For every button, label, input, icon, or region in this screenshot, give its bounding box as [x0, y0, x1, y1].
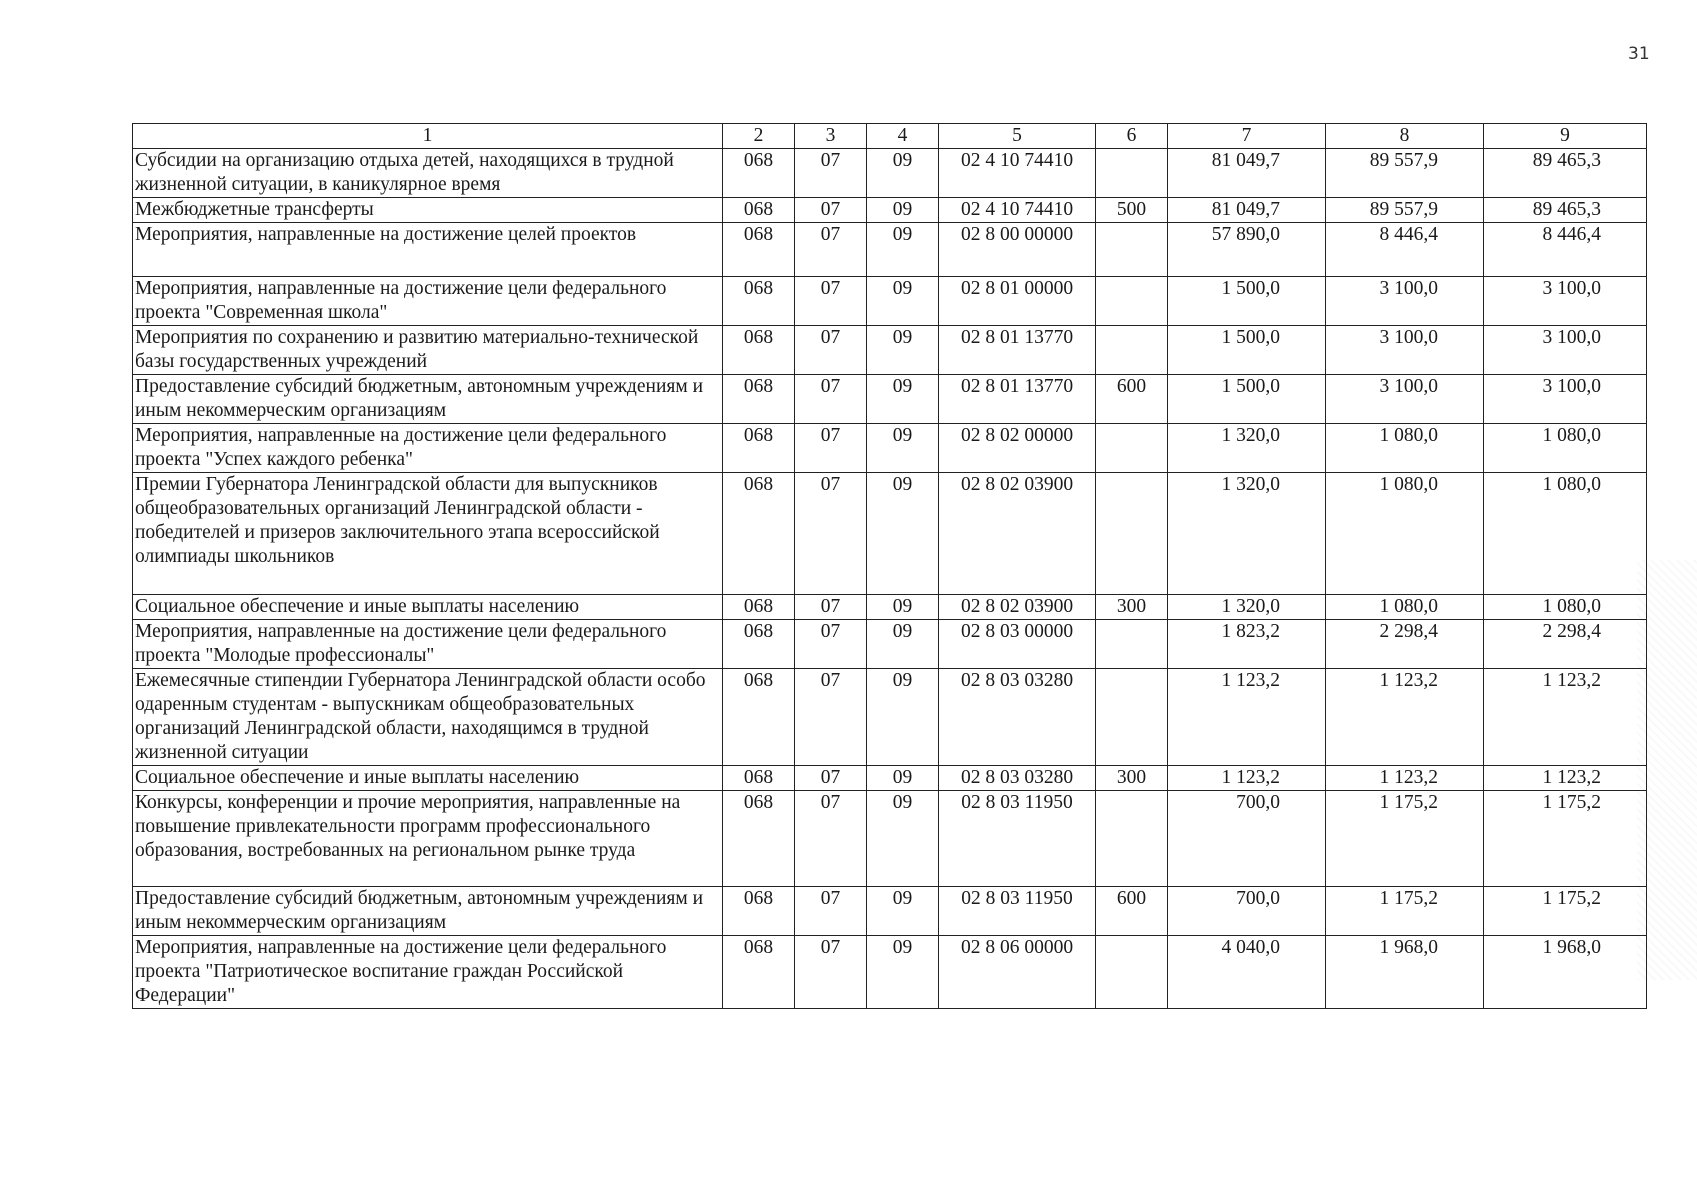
row-amount-7-cell: 1 500,0 — [1168, 277, 1326, 326]
row-name-cell: Мероприятия, направленные на достижение цели федерального проекта "Молодые профессионалы" — [133, 620, 723, 669]
table-row — [133, 791, 1647, 887]
row-name-cell: Социальное обеспечение и иные выплаты населению — [133, 766, 723, 791]
row-code-5-cell: 02 8 01 13770 — [939, 375, 1096, 424]
row-amount-9-cell: 1 123,2 — [1484, 766, 1647, 791]
row-code-4-cell: 09 — [867, 669, 939, 766]
table-row — [133, 223, 1647, 277]
row-amount-8-cell: 1 175,2 — [1326, 791, 1484, 887]
header-cell: 6 — [1096, 124, 1168, 149]
row-amount-9-cell: 3 100,0 — [1484, 326, 1647, 375]
row-name-cell: Мероприятия, направленные на достижение цели федерального проекта "Современная школа" — [133, 277, 723, 326]
row-amount-9-cell: 1 080,0 — [1484, 473, 1647, 595]
table-header-row — [133, 124, 1647, 149]
row-code-2-cell: 068 — [723, 791, 795, 887]
row-code-2-cell: 068 — [723, 223, 795, 277]
row-code-3-cell: 07 — [795, 791, 867, 887]
row-name-cell: Предоставление субсидий бюджетным, автономным учреждениям и иным некоммерческим организациям — [133, 375, 723, 424]
row-code-3-cell: 07 — [795, 669, 867, 766]
row-code-6-cell: 600 — [1096, 887, 1168, 936]
row-name-cell: Социальное обеспечение и иные выплаты населению — [133, 595, 723, 620]
row-code-2-cell: 068 — [723, 375, 795, 424]
table-row — [133, 620, 1647, 669]
row-code-2-cell: 068 — [723, 887, 795, 936]
table-row — [133, 424, 1647, 473]
row-code-5-cell: 02 8 03 00000 — [939, 620, 1096, 669]
row-amount-8-cell: 1 175,2 — [1326, 887, 1484, 936]
header-cell: 1 — [133, 124, 723, 149]
row-code-3-cell: 07 — [795, 473, 867, 595]
row-name-cell: Мероприятия, направленные на достижение цели федерального проекта "Успех каждого ребенка" — [133, 424, 723, 473]
row-code-3-cell: 07 — [795, 277, 867, 326]
row-amount-8-cell: 2 298,4 — [1326, 620, 1484, 669]
row-name-cell: Ежемесячные стипендии Губернатора Ленинградской области особо одаренным студентам - выпускникам общеобразовательных организаций Ленинградской области, находящимся в трудной жизненной ситуации — [133, 669, 723, 766]
row-code-3-cell: 07 — [795, 326, 867, 375]
row-amount-8-cell: 8 446,4 — [1326, 223, 1484, 277]
row-code-4-cell: 09 — [867, 936, 939, 1009]
row-code-4-cell: 09 — [867, 326, 939, 375]
row-amount-7-cell: 81 049,7 — [1168, 198, 1326, 223]
row-code-5-cell: 02 8 02 00000 — [939, 424, 1096, 473]
row-code-4-cell: 09 — [867, 595, 939, 620]
row-code-3-cell: 07 — [795, 595, 867, 620]
row-code-4-cell: 09 — [867, 198, 939, 223]
row-amount-9-cell: 1 175,2 — [1484, 791, 1647, 887]
row-code-6-cell — [1096, 620, 1168, 669]
row-amount-8-cell: 3 100,0 — [1326, 326, 1484, 375]
row-code-3-cell: 07 — [795, 375, 867, 424]
row-amount-7-cell: 700,0 — [1168, 887, 1326, 936]
row-amount-8-cell: 89 557,9 — [1326, 149, 1484, 198]
row-amount-8-cell: 1 968,0 — [1326, 936, 1484, 1009]
row-code-3-cell: 07 — [795, 766, 867, 791]
row-amount-7-cell: 1 320,0 — [1168, 595, 1326, 620]
page-number: 31 — [1628, 44, 1650, 64]
row-amount-9-cell: 1 080,0 — [1484, 424, 1647, 473]
row-code-6-cell — [1096, 473, 1168, 595]
header-cell: 9 — [1484, 124, 1647, 149]
row-code-2-cell: 068 — [723, 936, 795, 1009]
row-code-2-cell: 068 — [723, 277, 795, 326]
row-code-6-cell — [1096, 424, 1168, 473]
row-name-cell: Мероприятия, направленные на достижение цели федерального проекта "Патриотическое воспитание граждан Российской Федерации" — [133, 936, 723, 1009]
row-amount-7-cell: 57 890,0 — [1168, 223, 1326, 277]
row-name-cell: Субсидии на организацию отдыха детей, находящихся в трудной жизненной ситуации, в каникулярное время — [133, 149, 723, 198]
row-code-6-cell — [1096, 149, 1168, 198]
row-amount-8-cell: 1 080,0 — [1326, 424, 1484, 473]
row-code-3-cell: 07 — [795, 424, 867, 473]
row-amount-9-cell: 1 123,2 — [1484, 669, 1647, 766]
header-cell: 8 — [1326, 124, 1484, 149]
row-code-3-cell: 07 — [795, 620, 867, 669]
row-amount-7-cell: 1 823,2 — [1168, 620, 1326, 669]
table-row — [133, 198, 1647, 223]
row-amount-8-cell: 3 100,0 — [1326, 277, 1484, 326]
table-row — [133, 887, 1647, 936]
row-code-4-cell: 09 — [867, 473, 939, 595]
row-code-5-cell: 02 8 00 00000 — [939, 223, 1096, 277]
table-row — [133, 669, 1647, 766]
table-row — [133, 766, 1647, 791]
row-amount-8-cell: 89 557,9 — [1326, 198, 1484, 223]
table-row — [133, 375, 1647, 424]
row-code-5-cell: 02 8 03 03280 — [939, 669, 1096, 766]
row-name-cell: Мероприятия, направленные на достижение целей проектов — [133, 223, 723, 277]
table-row — [133, 326, 1647, 375]
header-cell: 3 — [795, 124, 867, 149]
row-code-6-cell — [1096, 791, 1168, 887]
row-code-4-cell: 09 — [867, 149, 939, 198]
row-code-4-cell: 09 — [867, 424, 939, 473]
row-code-6-cell: 500 — [1096, 198, 1168, 223]
row-amount-9-cell: 1 968,0 — [1484, 936, 1647, 1009]
row-code-3-cell: 07 — [795, 198, 867, 223]
row-code-3-cell: 07 — [795, 149, 867, 198]
row-amount-7-cell: 1 320,0 — [1168, 424, 1326, 473]
row-amount-7-cell: 1 500,0 — [1168, 375, 1326, 424]
row-amount-7-cell: 4 040,0 — [1168, 936, 1326, 1009]
row-code-5-cell: 02 8 03 03280 — [939, 766, 1096, 791]
row-amount-7-cell: 1 123,2 — [1168, 669, 1326, 766]
row-amount-9-cell: 3 100,0 — [1484, 375, 1647, 424]
row-code-6-cell — [1096, 223, 1168, 277]
row-code-2-cell: 068 — [723, 595, 795, 620]
row-name-cell: Межбюджетные трансферты — [133, 198, 723, 223]
row-code-4-cell: 09 — [867, 620, 939, 669]
row-code-6-cell — [1096, 936, 1168, 1009]
row-amount-9-cell: 89 465,3 — [1484, 149, 1647, 198]
row-amount-7-cell: 81 049,7 — [1168, 149, 1326, 198]
table-row — [133, 473, 1647, 595]
row-code-6-cell — [1096, 669, 1168, 766]
row-code-2-cell: 068 — [723, 424, 795, 473]
row-name-cell: Мероприятия по сохранению и развитию материально-технической базы государственных учреждений — [133, 326, 723, 375]
row-amount-8-cell: 1 123,2 — [1326, 766, 1484, 791]
row-code-6-cell: 300 — [1096, 766, 1168, 791]
row-code-2-cell: 068 — [723, 620, 795, 669]
row-code-6-cell: 300 — [1096, 595, 1168, 620]
row-code-4-cell: 09 — [867, 766, 939, 791]
row-code-5-cell: 02 4 10 74410 — [939, 149, 1096, 198]
row-code-5-cell: 02 8 01 00000 — [939, 277, 1096, 326]
row-amount-7-cell: 1 123,2 — [1168, 766, 1326, 791]
row-code-5-cell: 02 8 06 00000 — [939, 936, 1096, 1009]
row-amount-9-cell: 2 298,4 — [1484, 620, 1647, 669]
row-amount-9-cell: 1 080,0 — [1484, 595, 1647, 620]
row-amount-9-cell: 3 100,0 — [1484, 277, 1647, 326]
row-code-2-cell: 068 — [723, 766, 795, 791]
header-cell: 2 — [723, 124, 795, 149]
row-code-5-cell: 02 8 02 03900 — [939, 473, 1096, 595]
row-code-2-cell: 068 — [723, 198, 795, 223]
row-code-4-cell: 09 — [867, 375, 939, 424]
table-row — [133, 936, 1647, 1009]
row-code-2-cell: 068 — [723, 326, 795, 375]
row-code-3-cell: 07 — [795, 223, 867, 277]
row-code-4-cell: 09 — [867, 277, 939, 326]
row-amount-8-cell: 1 080,0 — [1326, 473, 1484, 595]
row-code-6-cell: 600 — [1096, 375, 1168, 424]
row-amount-7-cell: 700,0 — [1168, 791, 1326, 887]
header-cell: 4 — [867, 124, 939, 149]
row-amount-7-cell: 1 500,0 — [1168, 326, 1326, 375]
row-code-4-cell: 09 — [867, 887, 939, 936]
row-code-5-cell: 02 4 10 74410 — [939, 198, 1096, 223]
row-code-3-cell: 07 — [795, 936, 867, 1009]
row-amount-8-cell: 1 123,2 — [1326, 669, 1484, 766]
row-code-5-cell: 02 8 01 13770 — [939, 326, 1096, 375]
row-code-2-cell: 068 — [723, 473, 795, 595]
row-amount-8-cell: 3 100,0 — [1326, 375, 1484, 424]
table-row — [133, 149, 1647, 198]
table-row — [133, 595, 1647, 620]
row-name-cell: Премии Губернатора Ленинградской области для выпускников общеобразовательных организаций Ленинградской области - победителей и призеров заключительного этапа всероссийской олимпиады школьников — [133, 473, 723, 595]
table-row — [133, 277, 1647, 326]
row-code-4-cell: 09 — [867, 223, 939, 277]
row-amount-8-cell: 1 080,0 — [1326, 595, 1484, 620]
row-amount-7-cell: 1 320,0 — [1168, 473, 1326, 595]
header-cell: 5 — [939, 124, 1096, 149]
row-code-6-cell — [1096, 326, 1168, 375]
row-code-4-cell: 09 — [867, 791, 939, 887]
row-name-cell: Предоставление субсидий бюджетным, автономным учреждениям и иным некоммерческим организациям — [133, 887, 723, 936]
row-code-3-cell: 07 — [795, 887, 867, 936]
row-code-2-cell: 068 — [723, 669, 795, 766]
row-code-2-cell: 068 — [723, 149, 795, 198]
row-code-6-cell — [1096, 277, 1168, 326]
row-amount-9-cell: 1 175,2 — [1484, 887, 1647, 936]
row-code-5-cell: 02 8 02 03900 — [939, 595, 1096, 620]
row-code-5-cell: 02 8 03 11950 — [939, 791, 1096, 887]
row-amount-9-cell: 8 446,4 — [1484, 223, 1647, 277]
row-name-cell: Конкурсы, конференции и прочие мероприятия, направленные на повышение привлекательности программ профессионального образования, востребованных на региональном рынке труда — [133, 791, 723, 887]
row-code-5-cell: 02 8 03 11950 — [939, 887, 1096, 936]
header-cell: 7 — [1168, 124, 1326, 149]
budget-table — [132, 123, 1647, 1009]
row-amount-9-cell: 89 465,3 — [1484, 198, 1647, 223]
